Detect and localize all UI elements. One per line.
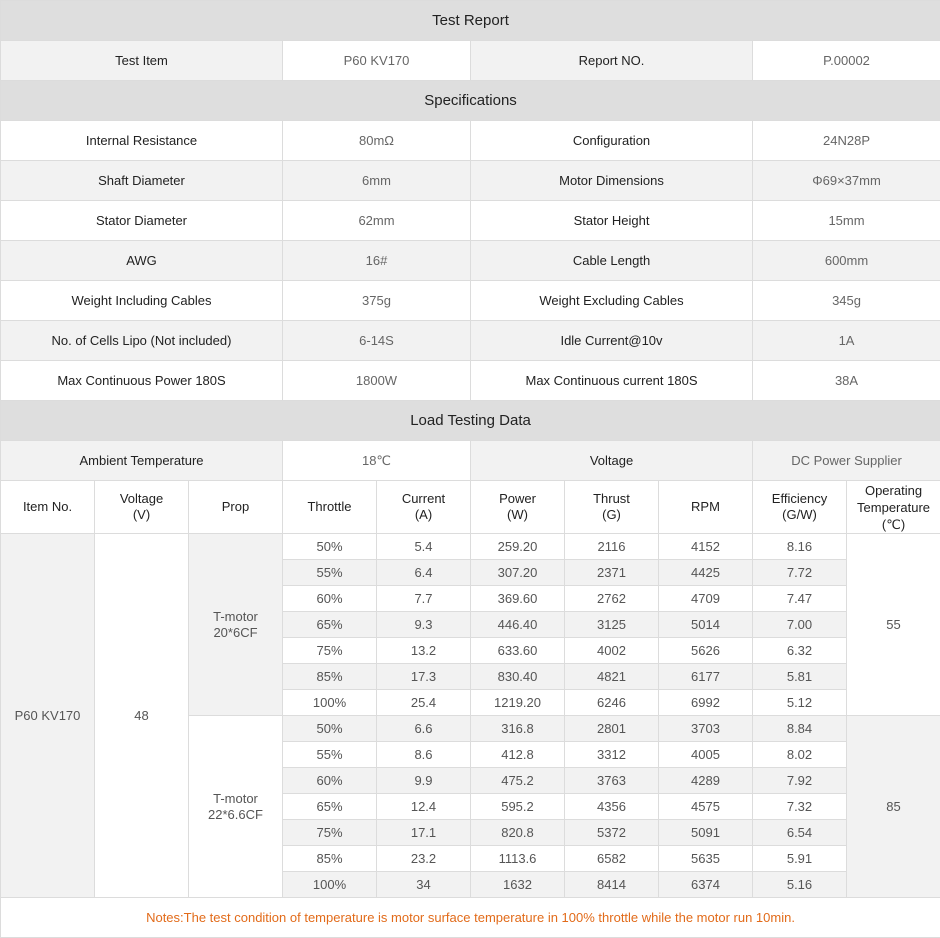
throttle-cell: 100% [283,690,377,716]
power-cell: 820.8 [471,820,565,846]
current-cell: 7.7 [377,586,471,612]
rpm-cell: 5091 [659,820,753,846]
report-title: Test Report [1,1,940,41]
throttle-cell: 75% [283,820,377,846]
power-cell: 475.2 [471,768,565,794]
test-item-value: P60 KV170 [283,41,471,81]
header-operating-temperature: Operating Temperature (℃) [847,481,940,534]
operating-temperature-cell: 85 [847,716,940,898]
thrust-cell: 4356 [565,794,659,820]
current-cell: 13.2 [377,638,471,664]
efficiency-cell: 7.32 [753,794,847,820]
spec-label: Shaft Diameter [1,161,283,201]
header-efficiency: Efficiency (G/W) [753,481,847,534]
current-cell: 8.6 [377,742,471,768]
spec-label: Stator Diameter [1,201,283,241]
spec-value: 62mm [283,201,471,241]
ambient-temperature-value: 18℃ [283,441,471,481]
efficiency-cell: 5.91 [753,846,847,872]
spec-value: 1A [753,321,940,361]
throttle-cell: 65% [283,794,377,820]
spec-label: Idle Current@10v [471,321,753,361]
header-thrust: Thrust (G) [565,481,659,534]
thrust-cell: 5372 [565,820,659,846]
prop-cell: T-motor 22*6.6CF [189,716,283,898]
rpm-cell: 5635 [659,846,753,872]
spec-value: 6mm [283,161,471,201]
throttle-cell: 50% [283,534,377,560]
rpm-cell: 3703 [659,716,753,742]
current-cell: 23.2 [377,846,471,872]
spec-label: Weight Including Cables [1,281,283,321]
thrust-cell: 8414 [565,872,659,898]
spec-label: AWG [1,241,283,281]
rpm-cell: 5626 [659,638,753,664]
rpm-cell: 5014 [659,612,753,638]
current-cell: 6.6 [377,716,471,742]
current-cell: 34 [377,872,471,898]
operating-temperature-cell: 55 [847,534,940,716]
power-cell: 446.40 [471,612,565,638]
report-no-label: Report NO. [471,41,753,81]
spec-label: Motor Dimensions [471,161,753,201]
thrust-cell: 6246 [565,690,659,716]
power-cell: 316.8 [471,716,565,742]
efficiency-cell: 6.32 [753,638,847,664]
rpm-cell: 6177 [659,664,753,690]
spec-label: Internal Resistance [1,121,283,161]
spec-row [1,161,940,201]
spec-value: 24N28P [753,121,940,161]
spec-value: 1800W [283,361,471,401]
power-cell: 1632 [471,872,565,898]
spec-label: Stator Height [471,201,753,241]
spec-row [1,201,940,241]
thrust-cell: 4002 [565,638,659,664]
throttle-cell: 60% [283,586,377,612]
spec-value: 600mm [753,241,940,281]
notes: Notes:The test condition of temperature is motor surface temperature in 100% throttle while the motor run 10min. [1,898,940,938]
current-cell: 5.4 [377,534,471,560]
spec-label: No. of Cells Lipo (Not included) [1,321,283,361]
load-testing-title: Load Testing Data [1,401,940,441]
header-prop: Prop [189,481,283,534]
current-cell: 6.4 [377,560,471,586]
efficiency-cell: 6.54 [753,820,847,846]
throttle-cell: 50% [283,716,377,742]
header-throttle: Throttle [283,481,377,534]
thrust-cell: 3312 [565,742,659,768]
power-cell: 1113.6 [471,846,565,872]
power-cell: 412.8 [471,742,565,768]
rpm-cell: 4709 [659,586,753,612]
current-cell: 25.4 [377,690,471,716]
throttle-cell: 85% [283,664,377,690]
spec-value: 15mm [753,201,940,241]
throttle-cell: 60% [283,768,377,794]
efficiency-cell: 7.00 [753,612,847,638]
power-cell: 259.20 [471,534,565,560]
spec-label: Max Continuous current 180S [471,361,753,401]
header-rpm: RPM [659,481,753,534]
header-current: Current (A) [377,481,471,534]
current-cell: 17.1 [377,820,471,846]
efficiency-cell: 8.02 [753,742,847,768]
throttle-cell: 55% [283,742,377,768]
header-voltage: Voltage (V) [95,481,189,534]
current-cell: 9.9 [377,768,471,794]
voltage-cell: 48 [95,534,189,898]
spec-row [1,361,940,401]
test-item-label: Test Item [1,41,283,81]
efficiency-cell: 8.84 [753,716,847,742]
voltage-value: DC Power Supplier [753,441,940,481]
rpm-cell: 6992 [659,690,753,716]
thrust-cell: 4821 [565,664,659,690]
data-row [1,534,940,560]
header-power: Power (W) [471,481,565,534]
efficiency-cell: 8.16 [753,534,847,560]
rpm-cell: 4005 [659,742,753,768]
ambient-temperature-label: Ambient Temperature [1,441,283,481]
throttle-cell: 65% [283,612,377,638]
power-cell: 1219.20 [471,690,565,716]
efficiency-cell: 7.72 [753,560,847,586]
specifications-title: Specifications [1,81,940,121]
prop-cell: T-motor 20*6CF [189,534,283,716]
power-cell: 633.60 [471,638,565,664]
spec-row [1,121,940,161]
thrust-cell: 2801 [565,716,659,742]
thrust-cell: 2371 [565,560,659,586]
spec-row [1,281,940,321]
spec-value: 16# [283,241,471,281]
throttle-cell: 55% [283,560,377,586]
spec-label: Cable Length [471,241,753,281]
throttle-cell: 100% [283,872,377,898]
efficiency-cell: 5.16 [753,872,847,898]
thrust-cell: 2762 [565,586,659,612]
rpm-cell: 4152 [659,534,753,560]
current-cell: 9.3 [377,612,471,638]
spec-value: 375g [283,281,471,321]
efficiency-cell: 7.47 [753,586,847,612]
current-cell: 12.4 [377,794,471,820]
rpm-cell: 4425 [659,560,753,586]
thrust-cell: 2116 [565,534,659,560]
rpm-cell: 6374 [659,872,753,898]
throttle-cell: 85% [283,846,377,872]
power-cell: 307.20 [471,560,565,586]
voltage-label: Voltage [471,441,753,481]
spec-value: 38A [753,361,940,401]
throttle-cell: 75% [283,638,377,664]
power-cell: 830.40 [471,664,565,690]
header-item-no: Item No. [1,481,95,534]
spec-value: 6-14S [283,321,471,361]
power-cell: 369.60 [471,586,565,612]
spec-label: Weight Excluding Cables [471,281,753,321]
spec-value: 345g [753,281,940,321]
spec-label: Max Continuous Power 180S [1,361,283,401]
rpm-cell: 4575 [659,794,753,820]
thrust-cell: 6582 [565,846,659,872]
spec-value: Φ69×37mm [753,161,940,201]
spec-row [1,321,940,361]
efficiency-cell: 5.12 [753,690,847,716]
current-cell: 17.3 [377,664,471,690]
efficiency-cell: 5.81 [753,664,847,690]
power-cell: 595.2 [471,794,565,820]
spec-label: Configuration [471,121,753,161]
rpm-cell: 4289 [659,768,753,794]
spec-value: 80mΩ [283,121,471,161]
thrust-cell: 3763 [565,768,659,794]
item-no-cell: P60 KV170 [1,534,95,898]
spec-row [1,241,940,281]
efficiency-cell: 7.92 [753,768,847,794]
thrust-cell: 3125 [565,612,659,638]
report-no-value: P.00002 [753,41,940,81]
